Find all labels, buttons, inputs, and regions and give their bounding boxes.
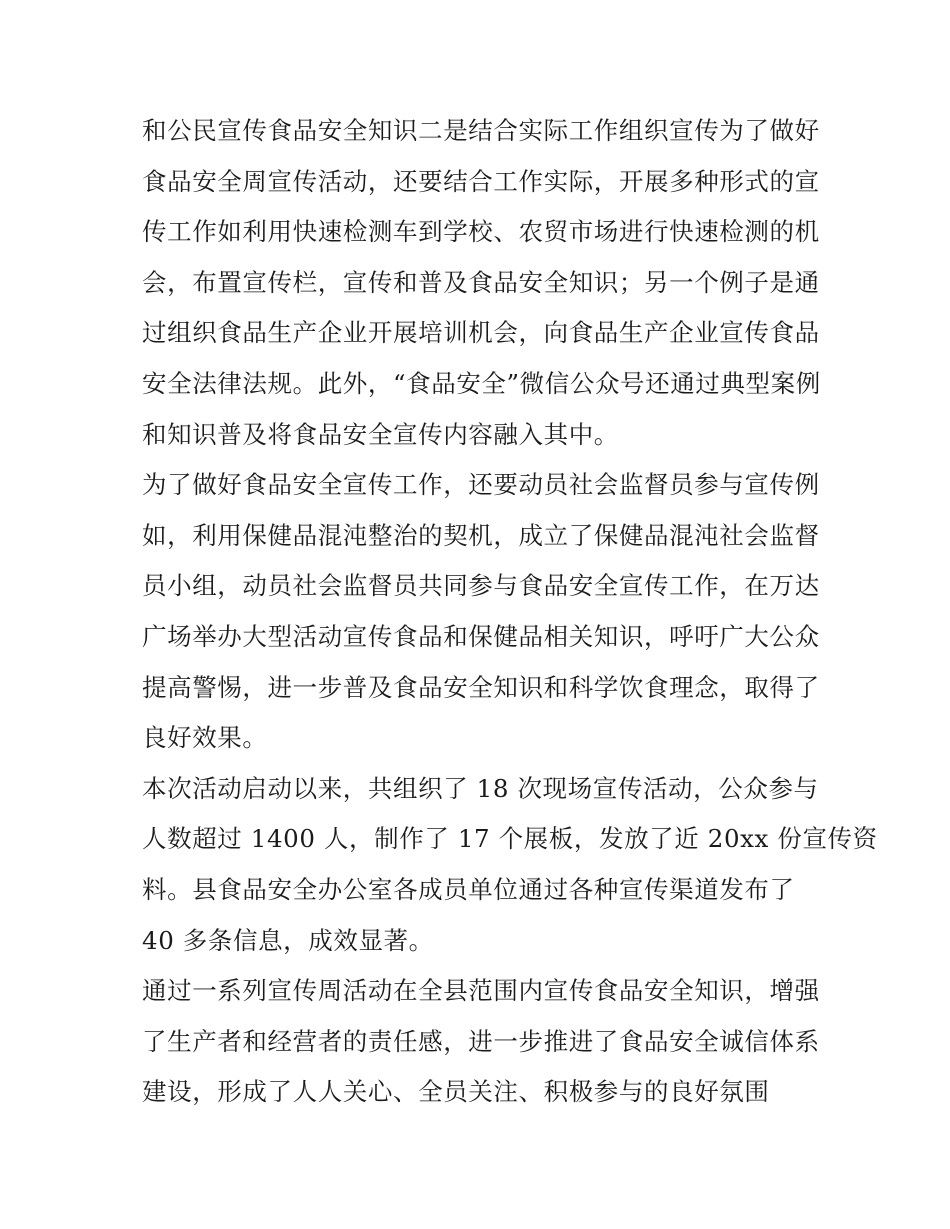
text-line: 建设，形成了人人关心、全员关注、积极参与的良好氛围 [142, 1077, 770, 1107]
text-line: 了生产者和经营者的责任感，进一步推进了食品安全诚信体系 [142, 1026, 820, 1056]
text-line: 人数超过 1400 人，制作了 17 个展板，发放了近 20xx 份宣传资 [142, 824, 878, 854]
text-line: 良好效果。 [142, 723, 268, 753]
text-line: 食品安全周宣传活动，还要结合工作实际，开展多种形式的宣 [142, 166, 820, 196]
text-line: 过组织食品生产企业开展培训机会，向食品生产企业宣传食品 [142, 318, 820, 348]
text-line: 广场举办大型活动宣传食品和保健品相关知识，呼吁广大公众 [142, 621, 820, 651]
text-line: 本次活动启动以来，共组织了 18 次现场宣传活动，公众参与 [142, 773, 819, 803]
text-line: 料。县食品安全办公室各成员单位通过各种宣传渠道发布了 [142, 874, 795, 904]
text-line: 安全法律法规。此外，“食品安全”微信公众号还通过典型案例 [142, 368, 821, 398]
text-line: 和公民宣传食品安全知识二是结合实际工作组织宣传为了做好 [142, 116, 820, 145]
text-line: 和知识普及将食品安全宣传内容融入其中。 [142, 419, 619, 449]
text-line: 会，布置宣传栏，宣传和普及食品安全知识；另一个例子是通 [142, 267, 820, 297]
text-line: 如，利用保健品混沌整治的契机，成立了保健品混沌社会监督 [142, 520, 820, 550]
body-text [142, 106, 878, 1118]
text-line: 传工作如利用快速检测车到学校、农贸市场进行快速检测的机 [142, 217, 820, 247]
text-line: 员小组，动员社会监督员共同参与食品安全宣传工作，在万达 [142, 571, 820, 601]
text-line: 提高警惕，进一步普及食品安全知识和科学饮食理念，取得了 [142, 672, 820, 702]
text-line: 为了做好食品安全宣传工作，还要动员社会监督员参与宣传例 [142, 470, 820, 500]
text-line: 通过一系列宣传周活动在全县范围内宣传食品安全知识，增强 [142, 976, 820, 1006]
text-line: 40 多条信息，成效显著。 [142, 925, 434, 955]
